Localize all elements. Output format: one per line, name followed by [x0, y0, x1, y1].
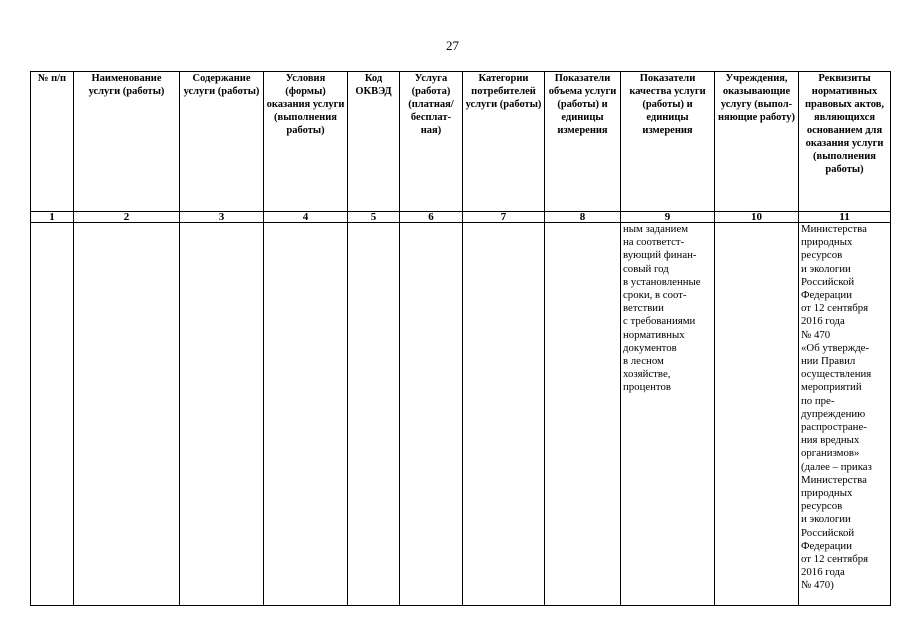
body-cell-1 [31, 223, 74, 606]
legal-acts-cell: Министерства природных ресурсов и экологии Российской Федерации от 12 сентября 2016 года № 470 «Об утвержде- нии Правил осуществления мероприятий по пре- дупреждению распростране- ния вредных организмов» (далее – приказ Министерства природных ресурсов и экологии Российской Федерации от 12 сентября 2016 года № 470) [799, 223, 891, 606]
column-number-row [31, 212, 891, 223]
column-number-11: 11 [799, 212, 891, 223]
column-number-1: 1 [31, 212, 74, 223]
body-cell-8 [545, 223, 621, 606]
header-row [31, 72, 891, 212]
column-number-4: 4 [264, 212, 348, 223]
column-number-7: 7 [463, 212, 545, 223]
body-cell-3 [180, 223, 264, 606]
table-row [31, 223, 891, 606]
body-cell-4 [264, 223, 348, 606]
column-number-2: 2 [74, 212, 180, 223]
header-cell-8: Показатели объема услуги (работы) и единицы измерения [545, 72, 621, 212]
header-cell-7: Категории потребителей услуги (работы) [463, 72, 545, 212]
header-cell-10: Учреждения, оказывающие услугу (выпол- няющие работу) [715, 72, 799, 212]
header-cell-1: № п/п [31, 72, 74, 212]
body-cell-6 [400, 223, 463, 606]
body-cell-2 [74, 223, 180, 606]
header-cell-6: Услуга (работа) (платная/ бесплат- ная) [400, 72, 463, 212]
header-cell-5: Код ОКВЭД [348, 72, 400, 212]
column-number-3: 3 [180, 212, 264, 223]
column-number-9: 9 [621, 212, 715, 223]
column-number-10: 10 [715, 212, 799, 223]
column-number-8: 8 [545, 212, 621, 223]
page-number: 27 [446, 38, 459, 53]
services-table [30, 71, 891, 606]
quality-indicators-cell: ным заданием на соответст- вующий финан- совый год в установленные сроки, в соот- ветствии с требованиями нормативных документов в лесном хозяйстве, процентов [621, 223, 715, 606]
header-cell-4: Условия (формы) оказания услуги (выполнения работы) [264, 72, 348, 212]
header-cell-3: Содержание услуги (работы) [180, 72, 264, 212]
header-cell-11: Реквизиты нормативных правовых актов, являющихся основанием для оказания услуги (выполнения работы) [799, 72, 891, 212]
body-cell-7 [463, 223, 545, 606]
header-cell-2: Наименование услуги (работы) [74, 72, 180, 212]
header-cell-9: Показатели качества услуги (работы) и единицы измерения [621, 72, 715, 212]
column-number-6: 6 [400, 212, 463, 223]
body-cell-10 [715, 223, 799, 606]
body-cell-5 [348, 223, 400, 606]
column-number-5: 5 [348, 212, 400, 223]
